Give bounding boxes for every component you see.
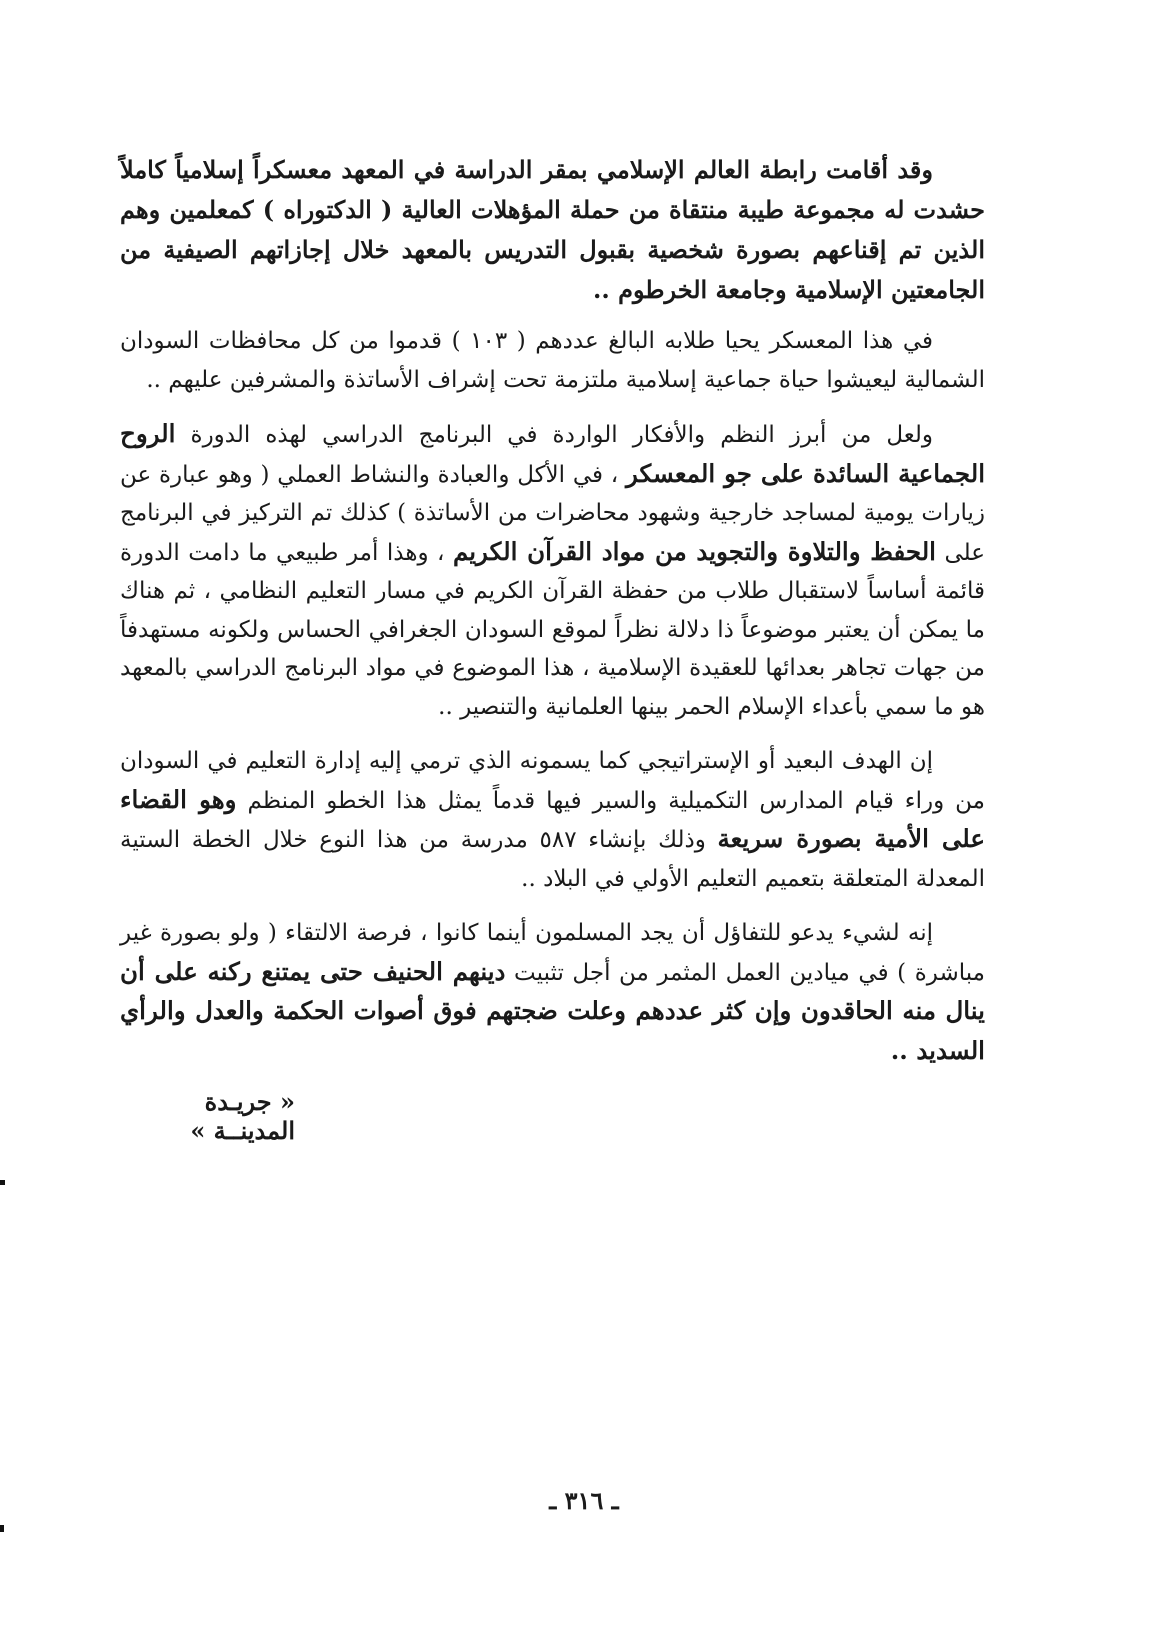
scan-edge-mark [0, 1180, 5, 1185]
text-segment: إن الهدف البعيد أو الإستراتيجي كما يسمونه الذي ترمي إليه إدارة التعليم في السودان من وراء قيام المدارس التكميلية والسير فيها قدماً يمثل هذا الخطو المنظم [120, 748, 985, 814]
text-segment: في هذا المعسكر يحيا طلابه البالغ عددهم ( ١٠٣ ) قدموا من كل محافظات السودان الشمالية ليعيشوا حياة جماعية إسلامية ملتزمة تحت إشراف الأساتذة والمشرفين عليهم .. [120, 328, 985, 393]
paragraph-5 [120, 914, 985, 1071]
text-segment: ولعل من أبرز النظم والأفكار الواردة في البرنامج الدراسي لهذه الدورة [175, 422, 933, 448]
bold-phrase: دينهم الحنيف حتى يمتنع ركنه على أن ينال منه الحاقدون وإن كثر عددهم وعلت ضجتهم فوق أصوات الحكمة والعدل والرأي السديد .. [120, 956, 985, 1065]
text-segment: وقد أقامت رابطة العالم الإسلامي بمقر الدراسة في المعهد معسكراً إسلامياً كاملاً حشدت له مجموعة طيبة منتقاة من حملة المؤهلات العالية ( الدكتوراه ) كمعلمين وهم الذين تم إقناعهم بصورة شخصية بقبول التدريس بالمعهد خلال إجازاتهم الصيفية من الجامعتين الإسلامية وجامعة الخرطوم .. [120, 155, 985, 304]
paragraph-2 [120, 322, 985, 399]
scan-edge-mark [0, 1525, 4, 1532]
text-segment: إنه لشيء يدعو للتفاؤل أن يجد المسلمون أينما كانوا ، فرصة الالتقاء ( ولو بصورة غير مباشرة ) في ميادين العمل المثمر من أجل تثبيت [120, 920, 985, 986]
bold-phrase: وهو القضاء على الأمية بصورة سريعة [120, 784, 985, 853]
bold-phrase: الحفظ والتلاوة والتجويد من مواد القرآن الكريم [452, 536, 936, 566]
paragraph-3 [120, 415, 985, 726]
paragraph-1 [120, 150, 985, 310]
page-number: ـ ٣١٦ ـ [549, 1486, 619, 1515]
text-segment: وذلك بإنشاء ٥٨٧ مدرسة من هذا النوع خلال الخطة الستية المعدلة المتعلقة بتعميم التعليم الأولي في البلاد .. [120, 827, 985, 892]
text-segment: ، وهذا أمر طبيعي ما دامت الدورة قائمة أساساً لاستقبال طلاب من حفظة القرآن الكريم في مسار التعليم النظامي ، ثم هناك ما يمكن أن يعتبر موضوعاً ذا دلالة نظراً لموقع السودان الجغرافي الحساس ولكونه مستهدفاً من جهات تجاهر بعدائها للعقيدة الإسلامية ، هذا الموضوع في مواد البرنامج الدراسي بالمعهد هو ما سمي بأعداء الإسلام الحمر بينها العلمانية والتنصير .. [120, 539, 985, 720]
source-signature: « جريـدة المدينــة » [190, 1087, 295, 1145]
document-body [120, 150, 985, 1145]
paragraph-4 [120, 742, 985, 898]
text-segment: ، في الأكل والعبادة والنشاط العملي ( وهو عبارة عن زيارات يومية لمساجد خارجية وشهود محاضرات من الأساتذة ) كذلك تم التركيز في البرنامج على [120, 461, 985, 566]
bold-phrase: الروح الجماعية السائدة على جو المعسكر [120, 419, 985, 488]
